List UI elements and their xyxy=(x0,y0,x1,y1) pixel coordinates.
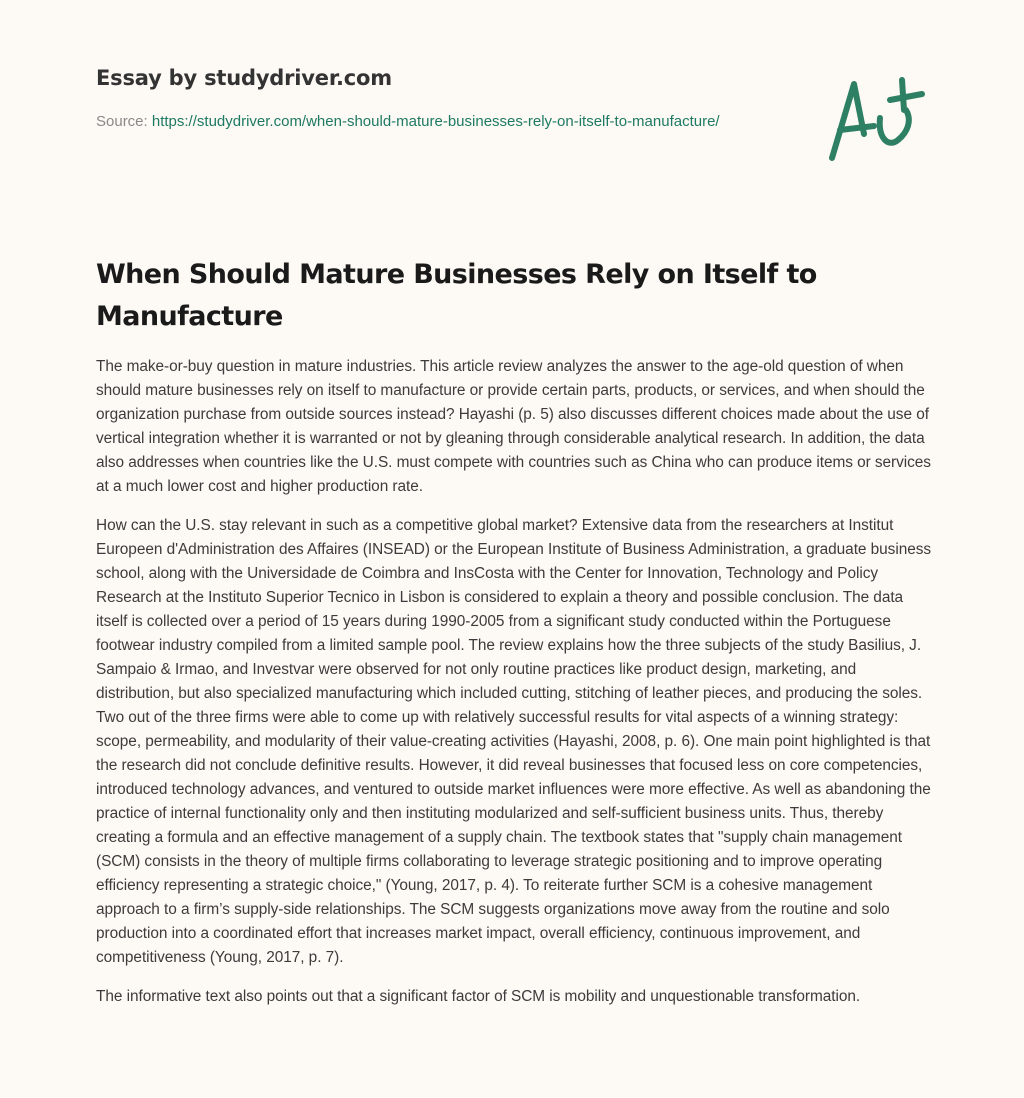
page-header xyxy=(96,64,736,134)
brand-title: Essay by studydriver.com xyxy=(96,66,392,90)
source-link[interactable]: https://studydriver.com/when-should-mature-businesses-rely-on-itself-to-manufacture/ xyxy=(151,113,720,130)
source-label: Source: xyxy=(96,113,152,130)
article-title: When Should Mature Businesses Rely on Itself to Manufacture xyxy=(96,259,817,332)
a-plus-grade-icon xyxy=(818,66,928,166)
source-line xyxy=(96,110,736,134)
paragraph: The informative text also points out that a significant factor of SCM is mobility and unquestionable transformation. xyxy=(96,988,861,1005)
paragraph: How can the U.S. stay relevant in such as a competitive global market? Extensive data from the researchers at Institut Europeen d'Administration des Affaires (INSEAD) or the European Institute of Business Administration, a graduate business school, along with the Universidade de Coimbra and InsCosta with the Center for Innovation, Technology and Policy Research at the Instituto Superior Tecnico in Lisbon is considered to explain a theory and possible conclusion. The data itself is collected over a period of 15 years during 1990-2005 from a significant study conducted within the Portuguese footwear industry compiled from a limited sample pool. The review explains how the three subjects of the study Basilius, J. Sampaio & Irmao, and Investvar were observed for not only routine practices like product design, marketing, and distribution, but also specialized manufacturing which included cutting, stitching of leather pieces, and producing the soles. Two out of the three firms were able to come up with relatively successful results for vital aspects of a winning strategy: scope, permeability, and modularity of their value-creating activities (Hayashi, 2008, p. 6). One main point highlighted is that the research did not conclude definitive results. However, it did reveal businesses that focused less on core competencies, introduced technology advances, and ventured to outside market influences were more effective. As well as abandoning the practice of internal functionality only and then instituting modularized and self-sufficient business units. Thus, thereby creating a formula and an effective management of a supply chain. The textbook states that "supply chain management (SCM) consists in the theory of multiple firms collaborating to leverage strategic positioning and to improve operating efficiency representing a strategic choice," (Young, 2017, p. 4). To reiterate further SCM is a cohesive management approach to a firm’s supply-side relationships. The SCM suggests organizations move away from the routine and solo production into a coordinated effort that increases market impact, overall efficiency, continuous improvement, and competitiveness (Young, 2017, p. 7). xyxy=(96,517,932,966)
paragraph: The make-or-buy question in mature industries. This article review analyzes the answer to the age-old question of when should mature businesses rely on itself to manufacture or provide certain parts, products, or services, and when should the organization purchase from outside sources instead? Hayashi (p. 5) also discusses different choices made about the use of vertical integration whether it is warranted or not by gleaning through considerable analytical research. In addition, the data also addresses when countries like the U.S. must compete with countries such as China who can produce items or services at a much lower cost and higher production rate. xyxy=(96,358,931,495)
article-body xyxy=(96,355,932,1024)
